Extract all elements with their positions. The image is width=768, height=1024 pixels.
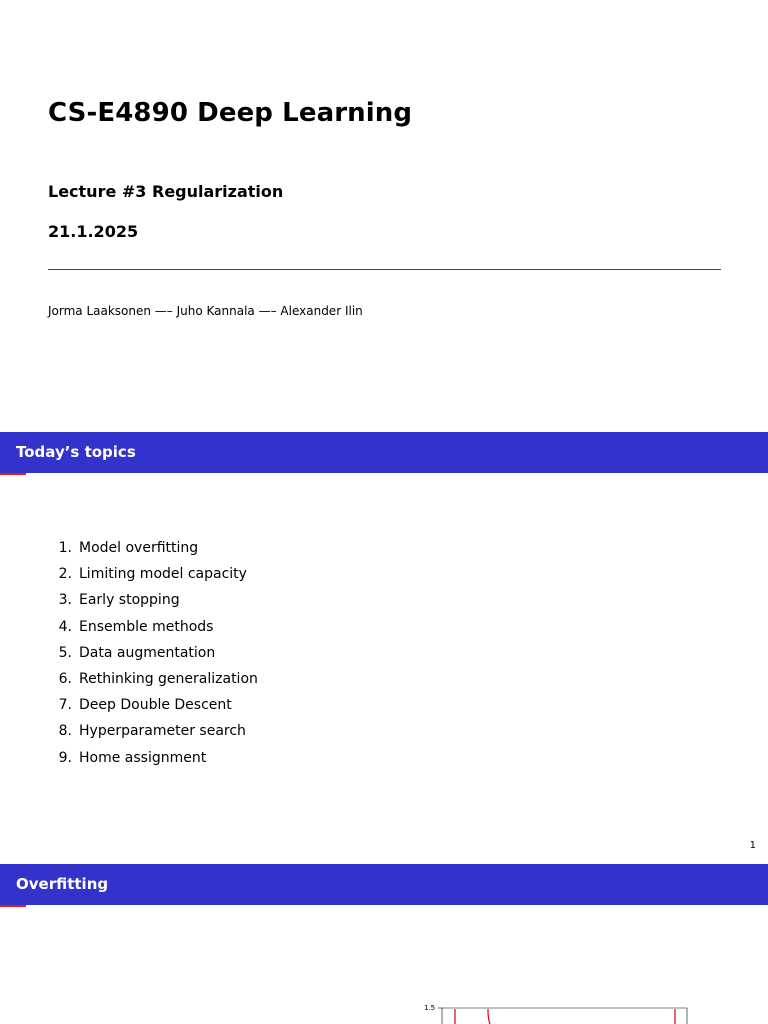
list-item-label: Limiting model capacity — [79, 566, 247, 583]
plot-line — [488, 1009, 490, 1024]
list-item-label: Home assignment — [79, 749, 207, 766]
list-item-number: 5. — [58, 644, 72, 661]
list-item — [48, 697, 258, 723]
overfitting-plot — [420, 1000, 700, 1024]
overfitting-header-bar — [0, 864, 768, 905]
list-item-label: Ensemble methods — [79, 618, 214, 635]
list-item — [48, 592, 258, 618]
list-item-label: Hyperparameter search — [79, 723, 246, 740]
lecture-subtitle: Lecture #3 Regularization — [48, 182, 284, 201]
list-item-label: Data augmentation — [79, 644, 216, 661]
title-divider — [48, 269, 721, 270]
topics-header-title: Today’s topics — [16, 443, 136, 461]
header-accent — [0, 905, 26, 907]
list-item — [48, 619, 258, 645]
list-item-number: 7. — [58, 697, 72, 714]
plot-frame — [442, 1008, 687, 1024]
list-item-number: 2. — [58, 566, 72, 583]
list-item — [48, 540, 258, 566]
main-title: CS-E4890 Deep Learning — [48, 98, 413, 128]
overfitting-header-title: Overfitting — [16, 875, 109, 893]
list-item — [48, 566, 258, 592]
list-item — [48, 645, 258, 671]
list-item-number: 9. — [58, 749, 72, 766]
list-item-number: 1. — [58, 540, 72, 556]
title-slide — [0, 0, 768, 432]
list-item-label: Rethinking generalization — [79, 670, 258, 687]
list-item — [48, 671, 258, 697]
list-item-label: Deep Double Descent — [79, 697, 232, 714]
list-item-number: 3. — [58, 592, 72, 609]
list-item-number: 4. — [58, 618, 72, 635]
list-item — [48, 723, 258, 749]
topics-header-bar — [0, 432, 768, 473]
lecture-date: 21.1.2025 — [48, 222, 139, 241]
list-item-label: Early stopping — [79, 592, 180, 609]
page-number: 1 — [749, 840, 756, 851]
list-item-number: 8. — [58, 723, 72, 740]
list-item-label: Model overfitting — [79, 540, 199, 556]
list-item-number: 6. — [58, 670, 72, 687]
overfitting-plot-svg — [420, 1000, 700, 1024]
authors: Jorma Laaksonen —– Juho Kannala —– Alexander Ilin — [48, 304, 363, 318]
list-item — [48, 750, 258, 776]
header-accent — [0, 473, 26, 475]
topics-list — [48, 540, 258, 776]
y-tick-label: 1.5 — [424, 1004, 436, 1012]
